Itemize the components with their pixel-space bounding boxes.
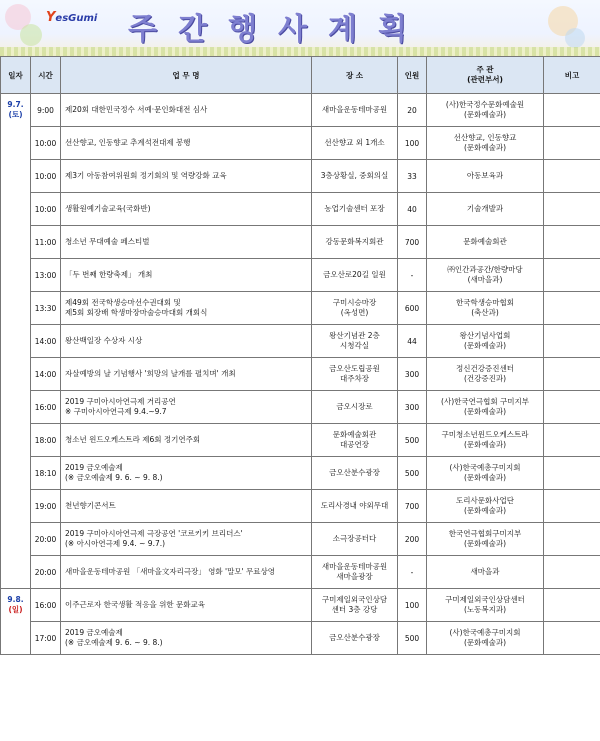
task-cell bbox=[61, 556, 312, 589]
place-cell-line: 3층상황실, 중회의실 bbox=[320, 171, 389, 180]
leaf-decoration bbox=[20, 24, 42, 46]
org-cell-line: (건강증진과) bbox=[463, 374, 507, 383]
place-cell-line: 새마을광장 bbox=[336, 572, 373, 581]
count-cell: 500 bbox=[398, 424, 427, 457]
org-cell-line: 문화예술회관 bbox=[463, 237, 507, 246]
org-cell bbox=[427, 325, 544, 358]
page-title: 주간행사계획 bbox=[128, 12, 428, 47]
task-cell-line: 2019 구미아시아연극제 극장공연 '코르키키 브리더스' bbox=[65, 529, 243, 538]
task-cell-line: 이주근로자 한국생활 적응을 위한 문화교육 bbox=[65, 600, 205, 609]
org-cell-line: (문화예술과) bbox=[463, 341, 507, 350]
note-cell bbox=[544, 424, 600, 457]
page-header bbox=[0, 0, 600, 56]
org-cell-line: (사)한국예총구미지회 bbox=[449, 463, 521, 472]
count-cell: 500 bbox=[398, 457, 427, 490]
table-row bbox=[1, 457, 600, 490]
day-of-week: (토) bbox=[8, 110, 23, 119]
count-cell: 44 bbox=[398, 325, 427, 358]
table-row bbox=[1, 127, 600, 160]
column-header-date: 일자 bbox=[1, 57, 31, 94]
task-cell bbox=[61, 391, 312, 424]
table-row bbox=[1, 391, 600, 424]
note-cell bbox=[544, 358, 600, 391]
task-cell bbox=[61, 94, 312, 127]
task-cell-line: 제20회 대한민국정수 서예·문인화대전 심사 bbox=[65, 105, 208, 114]
org-cell bbox=[427, 226, 544, 259]
org-cell-line: (문화예술과) bbox=[463, 143, 507, 152]
column-header-note: 비고 bbox=[544, 57, 600, 94]
table-body bbox=[1, 94, 600, 655]
place-cell-line: 문화예술회관 bbox=[332, 430, 377, 439]
grass-decoration bbox=[0, 47, 600, 56]
place-cell-line: 도리사경내 야외무대 bbox=[320, 501, 389, 510]
place-cell bbox=[312, 556, 398, 589]
task-cell-line: 새마을운동테마공원 「새마을文자리극장」 영화 '말모' 무료상영 bbox=[65, 567, 276, 576]
date-value: 9.8. bbox=[7, 595, 24, 604]
task-cell bbox=[61, 589, 312, 622]
place-cell bbox=[312, 457, 398, 490]
org-cell bbox=[427, 94, 544, 127]
place-cell-line: 구미제일외국인상담 bbox=[321, 595, 388, 604]
org-cell-line: 새마을과 bbox=[470, 567, 500, 576]
org-cell bbox=[427, 391, 544, 424]
count-cell: 100 bbox=[398, 127, 427, 160]
org-cell bbox=[427, 160, 544, 193]
column-header-org-line: (관련부서) bbox=[467, 75, 503, 84]
table-header-row bbox=[1, 57, 600, 94]
time-cell: 19:00 bbox=[31, 490, 61, 523]
org-cell-line: (사)한국예총구미지회 bbox=[449, 628, 521, 637]
table-row bbox=[1, 622, 600, 655]
place-cell bbox=[312, 424, 398, 457]
org-cell bbox=[427, 292, 544, 325]
org-cell-line: 선산향교, 인동향교 bbox=[453, 133, 517, 142]
task-cell-line: 2019 금오예술제 bbox=[65, 463, 123, 472]
org-cell bbox=[427, 523, 544, 556]
place-cell bbox=[312, 325, 398, 358]
note-cell bbox=[544, 127, 600, 160]
place-cell bbox=[312, 292, 398, 325]
table-row bbox=[1, 358, 600, 391]
org-cell-line: (문화예술과) bbox=[463, 506, 507, 515]
count-cell: - bbox=[398, 556, 427, 589]
org-cell-line: 아동보육과 bbox=[466, 171, 504, 180]
task-cell-line: ※ 구미아시아연극제 9.4.~9.7 bbox=[65, 407, 167, 416]
count-cell: 100 bbox=[398, 589, 427, 622]
note-cell bbox=[544, 589, 600, 622]
table-row bbox=[1, 292, 600, 325]
note-cell bbox=[544, 160, 600, 193]
place-cell bbox=[312, 94, 398, 127]
org-cell-line: 구미청소년윈드오케스트라 bbox=[441, 430, 529, 439]
note-cell bbox=[544, 325, 600, 358]
table-row bbox=[1, 589, 600, 622]
day-of-week: (일) bbox=[8, 605, 23, 614]
place-cell-line: 소극장공터다 bbox=[332, 534, 377, 543]
count-cell: 700 bbox=[398, 490, 427, 523]
place-cell-line: 대공연장 bbox=[340, 440, 369, 449]
place-cell bbox=[312, 193, 398, 226]
table-row bbox=[1, 160, 600, 193]
org-cell-line: (노동복지과) bbox=[463, 605, 507, 614]
date-cell bbox=[1, 94, 31, 589]
column-header-count: 인원 bbox=[398, 57, 427, 94]
note-cell bbox=[544, 622, 600, 655]
table-row bbox=[1, 259, 600, 292]
table-row bbox=[1, 226, 600, 259]
time-cell: 18:00 bbox=[31, 424, 61, 457]
task-cell-line: 제49회 전국학생승마선수권대회 및 bbox=[65, 298, 181, 307]
logo-text: esGumi bbox=[55, 13, 98, 24]
date-value: 9.7. bbox=[7, 100, 24, 109]
note-cell bbox=[544, 490, 600, 523]
place-cell bbox=[312, 160, 398, 193]
count-cell: 500 bbox=[398, 622, 427, 655]
place-cell-line: 금오산도립공원 bbox=[329, 364, 380, 373]
note-cell bbox=[544, 523, 600, 556]
org-cell-line: (문화예술과) bbox=[463, 110, 507, 119]
org-cell-line: (사)한국연극협회 구미지부 bbox=[441, 397, 529, 406]
task-cell bbox=[61, 622, 312, 655]
org-cell bbox=[427, 127, 544, 160]
place-cell-line: 새마을운동테마공원 bbox=[321, 562, 388, 571]
place-cell bbox=[312, 259, 398, 292]
task-cell bbox=[61, 523, 312, 556]
task-cell-line: 2019 구미아시아연극제 거리공연 bbox=[65, 397, 176, 406]
org-cell bbox=[427, 622, 544, 655]
time-cell: 9:00 bbox=[31, 94, 61, 127]
place-cell-line: 강동문화복지회관 bbox=[325, 237, 384, 246]
task-cell-line: 선산향교, 인동향교 추계석전대제 봉행 bbox=[65, 138, 191, 147]
table-row bbox=[1, 325, 600, 358]
task-cell-line: 제3기 아동참여위원회 정기회의 및 역량강화 교육 bbox=[65, 171, 227, 180]
task-cell bbox=[61, 292, 312, 325]
note-cell bbox=[544, 391, 600, 424]
org-cell bbox=[427, 193, 544, 226]
note-cell bbox=[544, 259, 600, 292]
org-cell-line: 왕산기념사업회 bbox=[459, 331, 511, 340]
place-cell-line: (옥성면) bbox=[340, 308, 369, 317]
column-header-place: 장 소 bbox=[312, 57, 398, 94]
task-cell-line: 왕산백일장 수상자 시상 bbox=[65, 336, 143, 345]
task-cell bbox=[61, 424, 312, 457]
task-cell bbox=[61, 160, 312, 193]
org-cell-line: (문화예술과) bbox=[463, 473, 507, 482]
org-cell-line: (문화예술과) bbox=[463, 539, 507, 548]
task-cell-line: 2019 금오예술제 bbox=[65, 628, 123, 637]
time-cell: 14:00 bbox=[31, 325, 61, 358]
task-cell bbox=[61, 193, 312, 226]
time-cell: 13:30 bbox=[31, 292, 61, 325]
place-cell bbox=[312, 358, 398, 391]
place-cell bbox=[312, 523, 398, 556]
count-cell: 33 bbox=[398, 160, 427, 193]
column-header-org-line: 주 관 bbox=[476, 65, 494, 74]
note-cell bbox=[544, 556, 600, 589]
table-row bbox=[1, 193, 600, 226]
org-cell-line: 구미제일외국인상담센터 bbox=[445, 595, 525, 604]
place-cell bbox=[312, 226, 398, 259]
time-cell: 20:00 bbox=[31, 523, 61, 556]
note-cell bbox=[544, 193, 600, 226]
org-cell bbox=[427, 589, 544, 622]
place-cell bbox=[312, 589, 398, 622]
org-cell bbox=[427, 424, 544, 457]
org-cell-line: (새마을과) bbox=[467, 275, 503, 284]
place-cell-line: 대주차장 bbox=[340, 374, 369, 383]
count-cell: 40 bbox=[398, 193, 427, 226]
place-cell-line: 선산향교 외 1개소 bbox=[324, 138, 385, 147]
place-cell-line: 금오산분수광장 bbox=[329, 633, 380, 642]
task-cell bbox=[61, 325, 312, 358]
org-cell-line: (사)한국정수문화예술원 bbox=[445, 100, 525, 109]
note-cell bbox=[544, 94, 600, 127]
time-cell: 13:00 bbox=[31, 259, 61, 292]
task-cell bbox=[61, 490, 312, 523]
note-cell bbox=[544, 226, 600, 259]
count-cell: 300 bbox=[398, 391, 427, 424]
table-row bbox=[1, 424, 600, 457]
org-cell bbox=[427, 358, 544, 391]
org-cell-line: (문화예술과) bbox=[463, 407, 507, 416]
task-cell bbox=[61, 358, 312, 391]
task-cell-line: 생활원예기술교육(국화반) bbox=[65, 204, 151, 213]
place-cell-line: 구미시승마장 bbox=[332, 298, 377, 307]
place-cell-line: 금오산로20길 일원 bbox=[323, 270, 386, 279]
org-cell-line: (축산과) bbox=[471, 308, 499, 317]
column-header-task: 업 무 명 bbox=[61, 57, 312, 94]
date-cell bbox=[1, 589, 31, 655]
org-cell-line: 기술개발과 bbox=[466, 204, 504, 213]
org-cell bbox=[427, 259, 544, 292]
place-cell bbox=[312, 490, 398, 523]
place-cell bbox=[312, 127, 398, 160]
column-header-time: 시간 bbox=[31, 57, 61, 94]
time-cell: 14:00 bbox=[31, 358, 61, 391]
org-cell-line: 정신건강증진센터 bbox=[456, 364, 514, 373]
time-cell: 11:00 bbox=[31, 226, 61, 259]
task-cell-line: (※ 아시아연극제 9.4. ~ 9.7.) bbox=[65, 539, 166, 548]
org-cell-line: ㈜인간과공간/한량마당 bbox=[447, 265, 523, 274]
note-cell bbox=[544, 292, 600, 325]
table-row bbox=[1, 556, 600, 589]
task-cell bbox=[61, 259, 312, 292]
note-cell bbox=[544, 457, 600, 490]
org-cell-line: 도리사문화사업단 bbox=[456, 496, 514, 505]
place-cell-line: 농업기술센터 포장 bbox=[324, 204, 385, 213]
org-cell-line: (문화예술과) bbox=[463, 440, 507, 449]
time-cell: 17:00 bbox=[31, 622, 61, 655]
org-cell-line: (문화예술과) bbox=[463, 638, 507, 647]
task-cell-line: 제5회 회장배 학생마장마술승마대회 개회식 bbox=[65, 308, 208, 317]
column-header-org bbox=[427, 57, 544, 94]
place-cell-line: 왕산기념관 2층 bbox=[329, 331, 380, 340]
count-cell: 700 bbox=[398, 226, 427, 259]
count-cell: 20 bbox=[398, 94, 427, 127]
count-cell: - bbox=[398, 259, 427, 292]
time-cell: 18:10 bbox=[31, 457, 61, 490]
place-cell bbox=[312, 391, 398, 424]
time-cell: 10:00 bbox=[31, 193, 61, 226]
task-cell bbox=[61, 127, 312, 160]
task-cell-line: 「두 번째 한량축제」 개최 bbox=[65, 270, 153, 279]
table-row bbox=[1, 490, 600, 523]
time-cell: 10:00 bbox=[31, 160, 61, 193]
task-cell bbox=[61, 457, 312, 490]
place-cell-line: 금오산분수광장 bbox=[329, 468, 380, 477]
place-cell-line: 센터 3층 강당 bbox=[331, 605, 378, 614]
count-cell: 300 bbox=[398, 358, 427, 391]
place-cell bbox=[312, 622, 398, 655]
count-cell: 200 bbox=[398, 523, 427, 556]
org-cell bbox=[427, 490, 544, 523]
task-cell-line: (※ 금오예술제 9. 6. ~ 9. 8.) bbox=[65, 473, 163, 482]
task-cell-line: 청소년 윈드오케스트라 제6회 정기연주회 bbox=[65, 435, 201, 444]
schedule-table bbox=[0, 56, 600, 655]
org-cell bbox=[427, 457, 544, 490]
place-cell-line: 금오시장로 bbox=[336, 402, 373, 411]
count-cell: 600 bbox=[398, 292, 427, 325]
time-cell: 16:00 bbox=[31, 589, 61, 622]
logo: YesGumi bbox=[46, 10, 98, 25]
org-cell-line: 한국학생승마협회 bbox=[456, 298, 514, 307]
flower-decoration bbox=[565, 28, 585, 48]
task-cell-line: 천년향기콘서트 bbox=[65, 501, 116, 510]
org-cell-line: 한국연극협회구미지부 bbox=[448, 529, 522, 538]
task-cell-line: (※ 금오예술제 9. 6. ~ 9. 8.) bbox=[65, 638, 163, 647]
org-cell bbox=[427, 556, 544, 589]
time-cell: 16:00 bbox=[31, 391, 61, 424]
time-cell: 10:00 bbox=[31, 127, 61, 160]
time-cell: 20:00 bbox=[31, 556, 61, 589]
task-cell bbox=[61, 226, 312, 259]
place-cell-line: 시청각실 bbox=[340, 341, 369, 350]
task-cell-line: 청소년 무대예술 페스티벌 bbox=[65, 237, 150, 246]
task-cell-line: 자살예방의 날 기념행사 '희망의 날개를 펼치며' 개최 bbox=[65, 369, 236, 378]
place-cell-line: 새마을운동테마공원 bbox=[321, 105, 388, 114]
table-row bbox=[1, 523, 600, 556]
table-row bbox=[1, 94, 600, 127]
